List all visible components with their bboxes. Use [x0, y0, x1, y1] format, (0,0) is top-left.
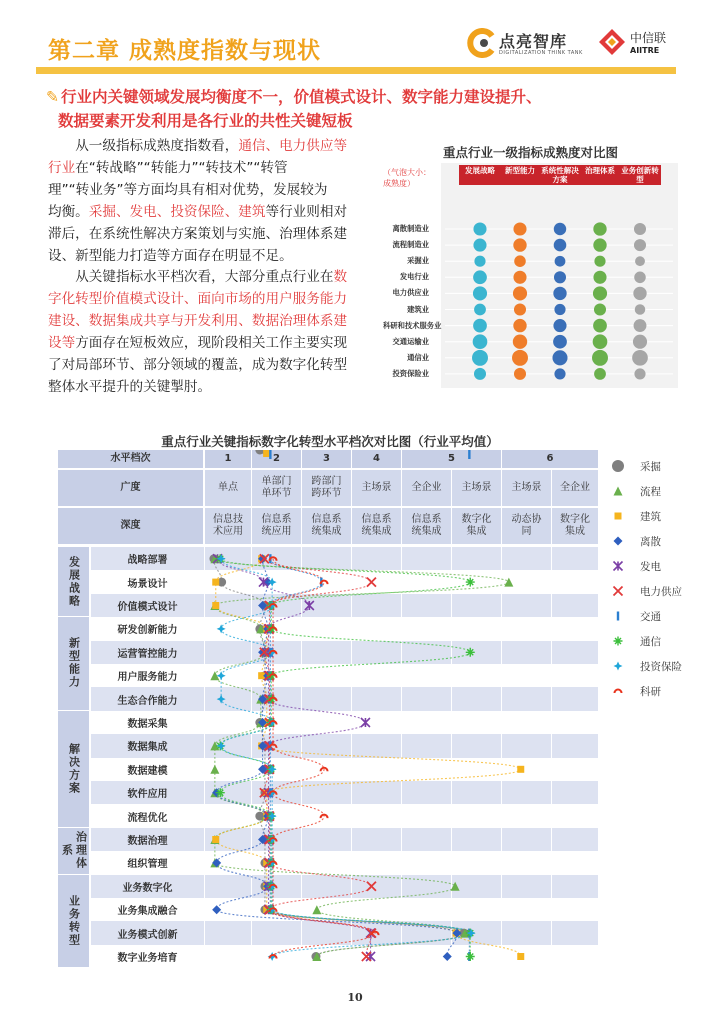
bubble [552, 350, 567, 365]
indicator-label: 生态合作能力 [117, 695, 178, 707]
bubble-row-label: 建筑业 [407, 304, 429, 314]
indicator-label: 价值模式设计 [117, 601, 178, 613]
legend-cross-icon [610, 582, 628, 600]
level-header-cell: 1 [205, 450, 251, 468]
legend-item [610, 582, 705, 600]
para1-text: 均衡。 [48, 204, 89, 220]
indicator-label: 流程优化 [127, 812, 168, 824]
bubble [592, 350, 608, 366]
breadth-cell: 跨部门跨环节 [302, 470, 351, 506]
industry-marker [217, 624, 226, 633]
bubble [553, 287, 566, 300]
breadth-cell: 主场景 [352, 470, 401, 506]
legend-item [610, 532, 705, 550]
indicator-label: 业务数字化 [122, 882, 173, 894]
industry-marker [466, 578, 475, 587]
aiitre-logo-en: AIITRE [630, 46, 660, 55]
group-label: 发展战略 [58, 547, 89, 616]
legend-label: 发电 [640, 561, 661, 573]
para1-highlight: 通信、电力供应等 [238, 138, 348, 154]
industry-marker [212, 602, 219, 609]
headline-line2: 数据要素开发利用是各行业的共性关键短板 [58, 112, 353, 130]
headline-line1: 行业内关键领域发展均衡度不一，价值模式设计、数字能力建设提升、 [61, 88, 542, 106]
bubble [554, 271, 566, 283]
para1-highlight: 采掘、发电、投资保险、建筑 [88, 204, 266, 220]
bubble [634, 223, 646, 235]
bubble [513, 222, 526, 235]
breadth-cell: 单部门单环节 [252, 470, 301, 506]
legend-item [610, 557, 705, 575]
legend-item [610, 657, 705, 675]
legend-circle-icon [610, 457, 628, 475]
bubble [473, 270, 487, 284]
indicator-label: 数据治理 [127, 835, 168, 847]
bubble [555, 256, 566, 267]
legend-square-icon [610, 507, 628, 525]
bubble-chart-note: （气泡大小：成熟度） [383, 168, 431, 188]
industry-marker [367, 578, 376, 587]
depth-cell: 数字化集成 [452, 508, 501, 544]
aiitre-logo-cn: 中信联 [630, 31, 667, 45]
legend-label: 通信 [640, 636, 661, 648]
level-header-cell: 5 [402, 450, 501, 468]
dtt-logo-icon [466, 28, 496, 58]
indicator-label: 数据采集 [127, 718, 168, 730]
indicator-label: 数据建模 [127, 765, 168, 777]
bubble [514, 368, 526, 380]
group-label: 解决方案 [58, 711, 89, 827]
legend-label: 离散 [640, 536, 661, 548]
legend-marker [614, 689, 623, 694]
industry-line [214, 559, 464, 957]
depth-cell: 信息系统集成 [302, 508, 351, 544]
legend-label: 采掘 [640, 461, 661, 473]
level-chart [58, 450, 598, 978]
bubble [554, 304, 565, 315]
bubble [512, 350, 528, 366]
legend-item [610, 507, 705, 525]
industry-marker [466, 648, 475, 657]
bubble-row-label: 电力供应业 [392, 288, 429, 298]
indicator-label: 场景设计 [127, 578, 168, 590]
bubble [634, 272, 646, 284]
level-header-cell: 3 [302, 450, 351, 468]
para1-text: 设、新型能力打造等方面存在明显不足。 [48, 248, 293, 264]
para2-text: 方面存在短板效应，现阶段相关工作主要实现 [75, 335, 348, 351]
bubble [514, 255, 526, 267]
bubble-row-label: 发电行业 [399, 272, 429, 282]
bubble [632, 350, 648, 366]
bubble-row-label: 采掘业 [407, 256, 429, 266]
bubble-column-header: 治理体系 [579, 165, 621, 185]
bubble [635, 304, 646, 315]
legend-marker [614, 637, 623, 646]
bubble-row-label: 离散制造业 [392, 224, 429, 233]
bubble [554, 368, 565, 379]
legend-marker [614, 562, 623, 571]
bubble [472, 350, 488, 366]
bubble [634, 239, 646, 251]
para1-highlight: 行业 [48, 160, 76, 176]
industry-line [215, 559, 509, 957]
bubble-row-label: 交通运输业 [392, 336, 429, 346]
bubble [553, 319, 566, 332]
industry-marker [443, 952, 452, 961]
page-number: 10 [347, 991, 363, 1004]
legend-marker [614, 662, 623, 671]
indicator-label: 数据集成 [127, 742, 168, 754]
legend-bar-icon [610, 607, 628, 625]
bubble [593, 286, 607, 300]
depth-cell: 信息技术应用 [205, 508, 251, 544]
legend-label: 流程 [640, 486, 661, 498]
group-label: 业务转型 [58, 875, 89, 968]
industry-markers [216, 554, 475, 961]
para1-text: 理”“转业务”等方面均具有相对优势，发展较为 [48, 182, 328, 198]
bubble [635, 256, 645, 266]
industry-marker [517, 953, 524, 960]
legend-star-icon [610, 657, 628, 675]
industry-marker [212, 905, 221, 914]
bubble [593, 222, 606, 235]
depth-cell: 数字化集成 [552, 508, 598, 544]
dtt-logo-text: 点亮智库 [499, 32, 568, 51]
level-chart-title: 重点行业关键指标数字化转型水平档次对比图（行业平均值） [161, 434, 499, 449]
depth-cell: 信息系统应用 [252, 508, 301, 544]
bubble-row-label: 通信业 [407, 352, 429, 362]
para2-text: 了对局部环节、部分领域的覆盖，成为数字化转型 [48, 357, 348, 373]
level-header-cell: 4 [352, 450, 401, 468]
para2-highlight: 设等 [48, 335, 76, 351]
legend-marker [614, 487, 623, 496]
bubble [554, 239, 567, 252]
industry-marker [468, 450, 470, 459]
legend-label: 交通 [640, 611, 661, 623]
indicator-label: 运营管控能力 [117, 648, 178, 660]
bubble [473, 286, 487, 300]
dtt-logo [466, 26, 584, 62]
bubble [594, 368, 606, 380]
breadth-cell: 全企业 [402, 470, 451, 506]
level-header-cell: 2 [252, 450, 301, 468]
indicator-label: 业务模式创新 [117, 929, 178, 941]
indicator-label: 研发创新能力 [117, 625, 178, 637]
dtt-logo-subtext: DIGITALIZATION THINK TANK [499, 50, 583, 56]
industry-markers [212, 554, 461, 961]
group-label: 治理体系 [58, 828, 89, 874]
para1-text: 滞后，在系统性解决方案策划与实施、治理体系建 [48, 226, 348, 242]
paragraph-1 [48, 135, 374, 267]
section-headline [46, 86, 646, 109]
bubble [513, 319, 526, 332]
legend-marker [612, 460, 624, 472]
industry-marker [361, 718, 370, 727]
industry-marker [212, 836, 219, 843]
industry-markers [209, 450, 468, 961]
level-header-cell: 6 [502, 450, 598, 468]
para2-highlight: 建设、数据集成共享与开发利用、数据治理体系建 [48, 313, 348, 329]
para1-text: 从一级指标成熟度指数看， [75, 138, 239, 154]
industry-markers [217, 554, 476, 961]
breadth-cell: 主场景 [452, 470, 501, 506]
legend-arc-icon [610, 682, 628, 700]
bubble [514, 303, 526, 315]
industry-marker [466, 952, 475, 961]
para2-highlight: 数 [333, 269, 348, 285]
legend-diamond-icon [610, 532, 628, 550]
aiitre-logo-icon [598, 28, 626, 56]
bubble-row-label: 科研和技术服务业 [383, 320, 442, 330]
industry-line [216, 559, 521, 957]
depth-cell: 信息系统集成 [352, 508, 401, 544]
bubble [633, 335, 647, 349]
header-divider [36, 67, 676, 74]
bubble [473, 334, 488, 349]
para2-text: 从关键指标水平档次看，大部分重点行业在 [75, 269, 334, 285]
legend-asterisk-icon [610, 557, 628, 575]
bubble [554, 223, 566, 235]
industry-marker [451, 882, 460, 891]
bubble [594, 256, 605, 267]
industry-marker [504, 578, 513, 587]
bubble-column-header: 新型能力 [499, 165, 541, 185]
legend-item [610, 482, 705, 500]
breadth-cell: 单点 [205, 470, 251, 506]
legend-marker [614, 537, 623, 546]
breadth-cell: 主场景 [502, 470, 551, 506]
legend-item [610, 607, 705, 625]
aiitre-logo [598, 26, 678, 62]
industry-marker [367, 882, 376, 891]
level-lines-svg [58, 450, 598, 980]
bubble [473, 239, 486, 252]
legend-marker [617, 612, 619, 621]
breadth-cell: 全企业 [552, 470, 598, 506]
paragraph-2 [48, 266, 374, 398]
para1-text: 在“转战略”“转能力”“转技术”“转管 [75, 160, 288, 176]
industry-marker [217, 695, 226, 704]
industry-line [264, 559, 371, 957]
bubble [634, 368, 645, 379]
industry-line [217, 559, 457, 957]
bubble [594, 303, 606, 315]
bubble [473, 222, 486, 235]
para2-highlight: 字化转型价值模式设计、面向市场的用户服务能力 [48, 291, 348, 307]
depth-header-label: 深度 [58, 508, 203, 544]
bubble-column-header: 系统性解决方案 [539, 165, 581, 185]
breadth-header-label: 广度 [58, 470, 203, 506]
legend-item [610, 632, 705, 650]
bubble-column-header: 业务创新转型 [619, 165, 661, 185]
bubble [593, 271, 606, 284]
industry-marker [212, 579, 219, 586]
indicator-label: 业务集成融合 [117, 906, 178, 918]
bubble-row-label: 流程制造业 [392, 240, 429, 250]
industry-marker [269, 450, 271, 459]
legend-label: 建筑 [640, 511, 661, 523]
bubble-row-label: 投资保险业 [392, 368, 429, 378]
group-label: 新型能力 [58, 617, 89, 710]
industry-markers [269, 556, 380, 958]
bubble-column-header: 发展战略 [459, 165, 501, 185]
industry-markers [213, 554, 375, 961]
bubble [513, 335, 527, 349]
bubble [593, 238, 606, 251]
depth-cell: 信息系统集成 [402, 508, 451, 544]
bubble [513, 271, 526, 284]
bubble-chart [383, 143, 678, 388]
indicator-label: 组织管理 [127, 859, 168, 871]
bubble [513, 286, 527, 300]
industry-marker [517, 766, 524, 773]
legend-item [610, 457, 705, 475]
legend-label: 投资保险 [640, 661, 682, 673]
legend-sun-icon [610, 632, 628, 650]
legend-label: 科研 [640, 686, 661, 698]
industry-line [221, 559, 471, 957]
indicator-label: 战略部署 [127, 555, 168, 567]
indicator-label: 用户服务能力 [117, 672, 178, 684]
bubble [513, 238, 526, 251]
legend-marker [614, 587, 623, 596]
industry-marker [305, 601, 314, 610]
industry-line [273, 559, 375, 957]
para2-text: 整体水平提升的关键掣肘。 [48, 379, 212, 395]
bubble [593, 319, 607, 333]
legend-triangle-icon [610, 482, 628, 500]
legend-label: 电力供应 [640, 586, 682, 598]
indicator-label: 软件应用 [127, 789, 168, 801]
bubble [633, 287, 646, 300]
depth-cell: 动态协同 [502, 508, 551, 544]
industry-line [220, 559, 470, 957]
bubble [553, 335, 567, 349]
bubble [474, 304, 486, 316]
legend-marker [615, 513, 622, 520]
bubble-chart-svg [383, 143, 678, 388]
bubble-chart-title: 重点行业一级指标成熟度对比图 [442, 145, 618, 160]
bubble [634, 319, 647, 332]
bubble [473, 319, 487, 333]
chapter-title: 第二章 成熟度指数与现状 [48, 38, 322, 64]
bubble [593, 334, 608, 349]
bubble [474, 256, 485, 267]
para1-text: 等行业则相对 [265, 204, 348, 220]
industry-marker [210, 765, 219, 774]
level-header-label: 水平档次 [58, 450, 203, 468]
bubble [474, 368, 486, 380]
legend-item [610, 682, 705, 700]
indicator-label: 数字业务培育 [117, 952, 178, 964]
pen-icon: ✎ [46, 88, 59, 106]
